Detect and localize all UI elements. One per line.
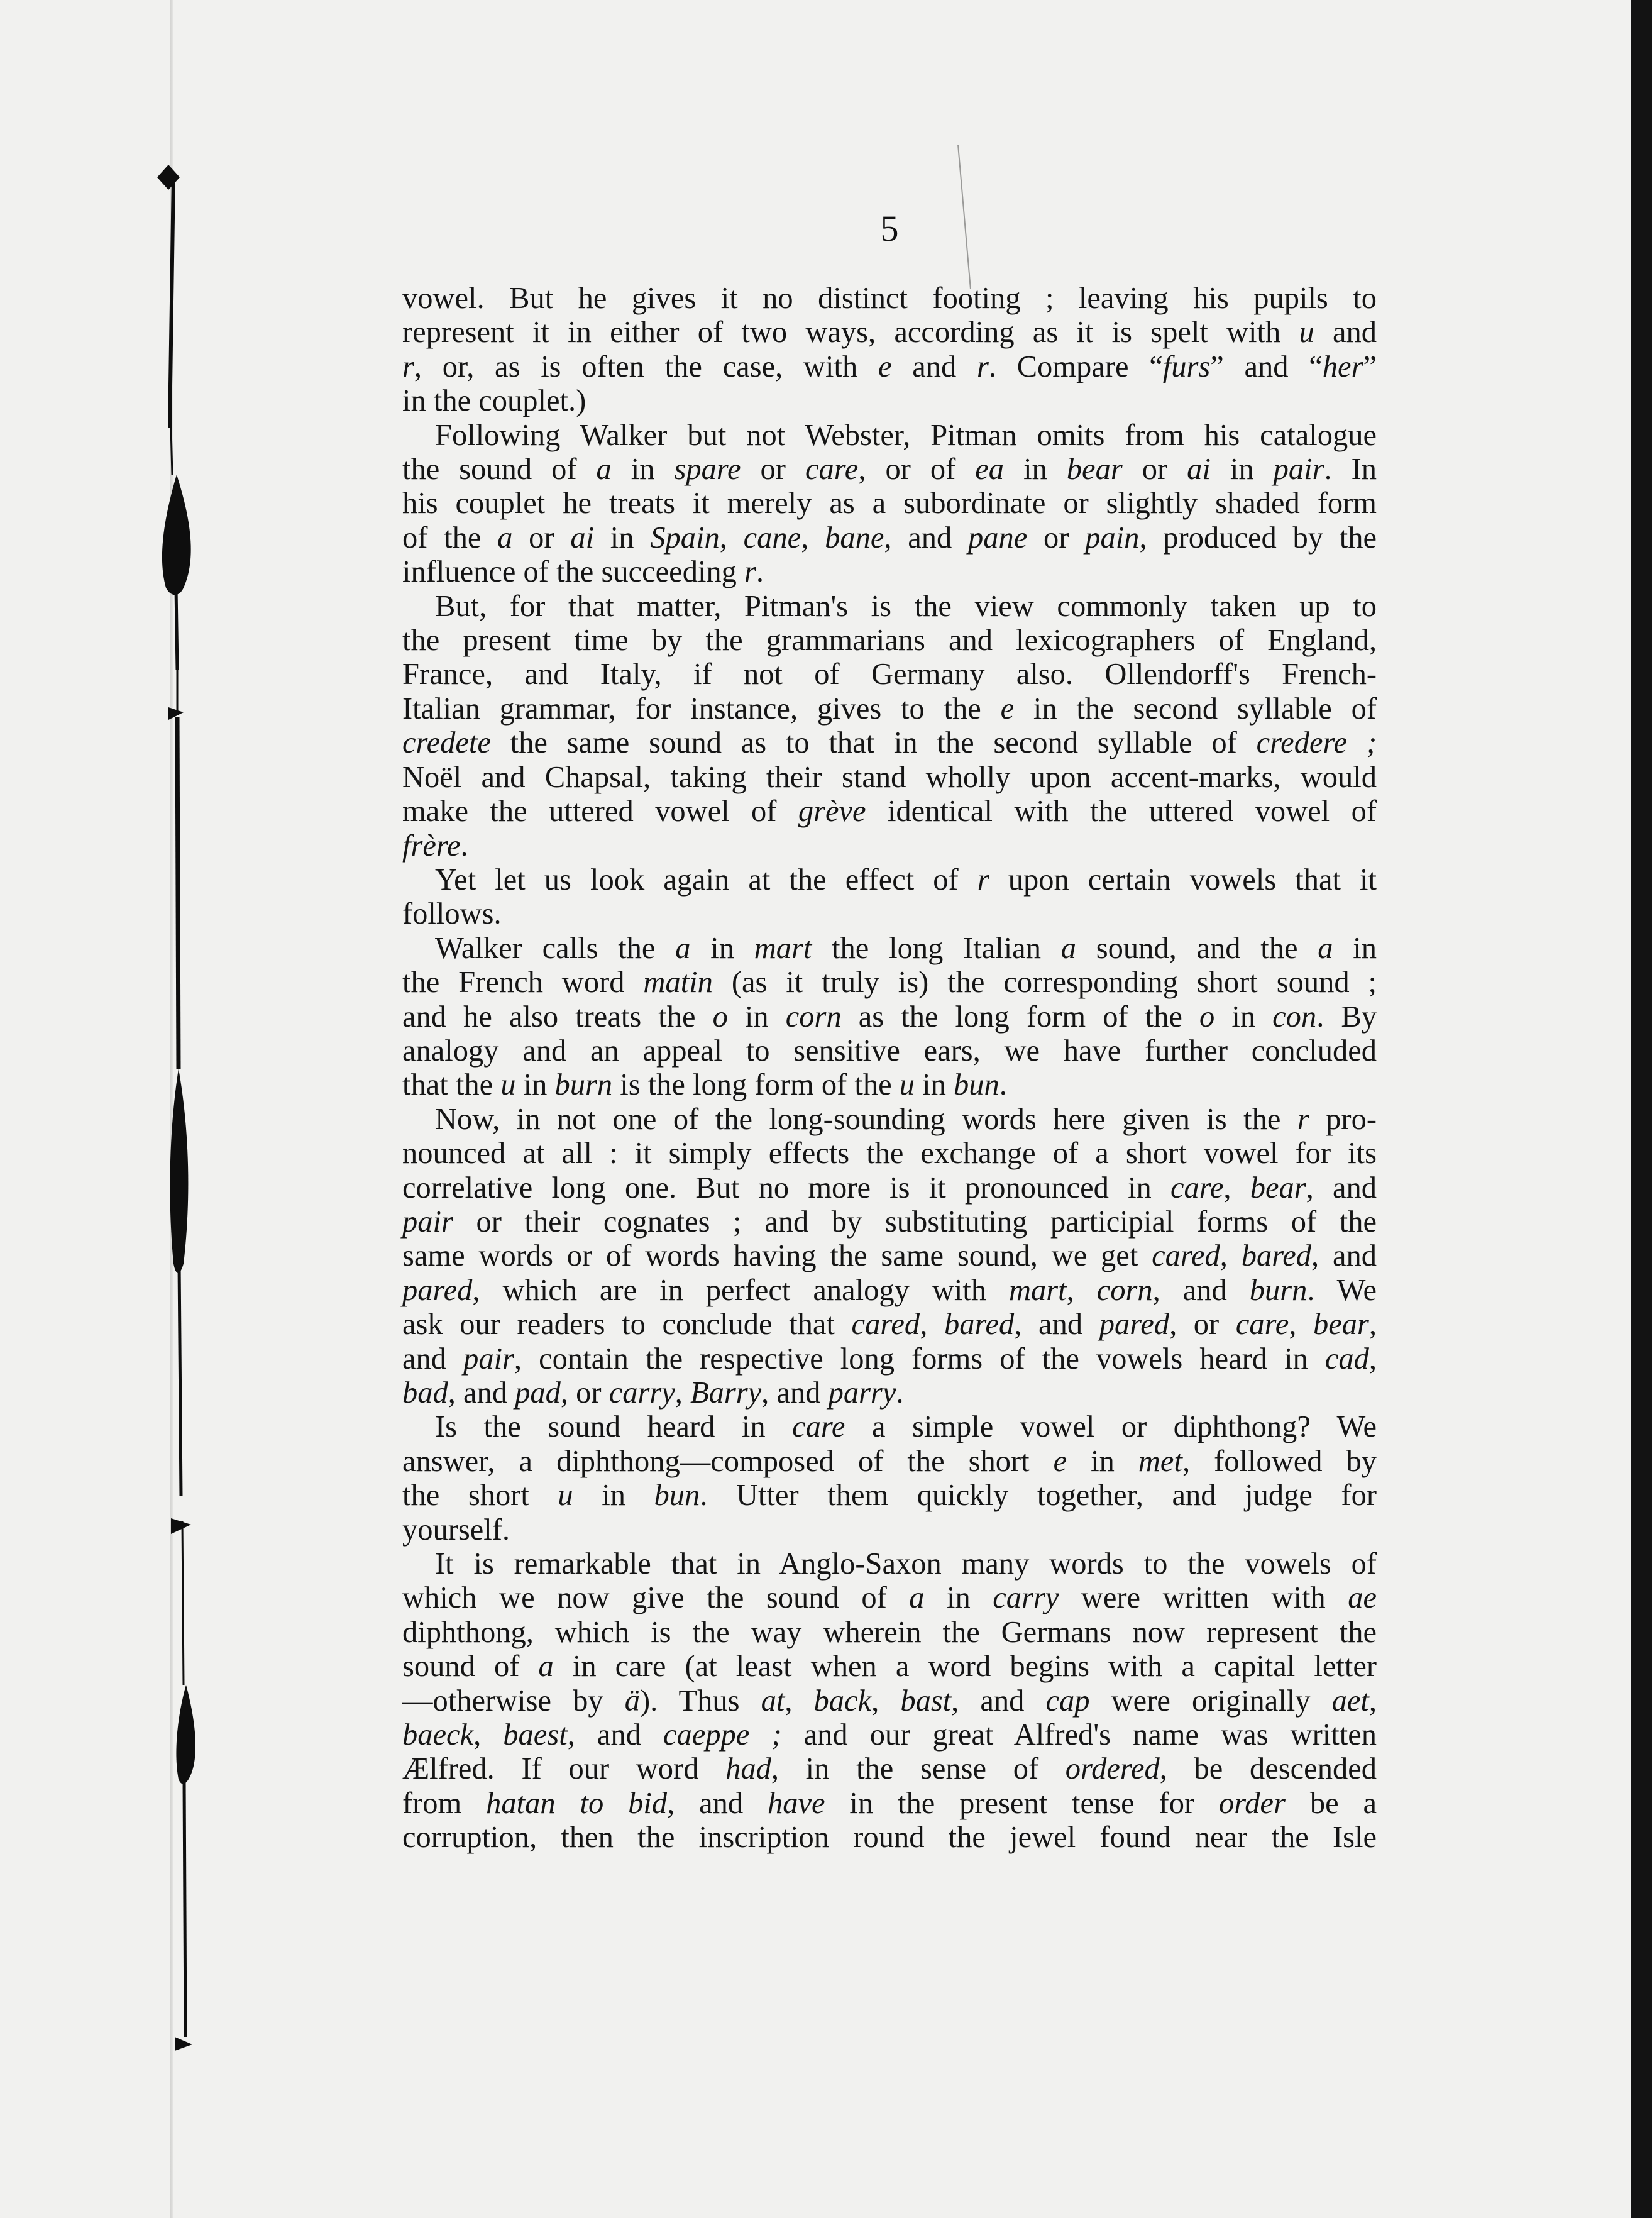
text-line: in the couplet.) [402,384,586,418]
text-line: But, for that matter, Pitman's is the view commonly taken up to [435,589,1377,623]
text-line: analogy and an appeal to sensitive ears, we have further concluded [402,1034,1377,1068]
text-line: make the uttered vowel of grève identical with the uttered vowel of [402,795,1377,829]
text-line: pared, which are in perfect analogy with mart, corn, and burn. We [402,1273,1377,1307]
page-number: 5 [880,208,899,249]
text-line: follows. [402,897,502,931]
text-line: and he also treats the o in corn as the long form of the o in con. By [402,1000,1377,1034]
text-line: yourself. [402,1513,510,1547]
text-line: Noël and Chapsal, taking their stand wholly upon accent-marks, would [402,760,1377,794]
text-line: Now, in not one of the long-sounding words here given is the r pro- [435,1102,1377,1136]
text-line: his couplet he treats it merely as a subordinate or slightly shaded form [402,487,1377,521]
text-line: from hatan to bid, and have in the present tense for order be a [402,1786,1377,1820]
text-line: answer, a diphthong—composed of the short e in met, followed by [402,1444,1377,1478]
text-line: pair or their cognates ; and by substituting participial forms of the [402,1205,1377,1239]
text-line: the short u in bun. Utter them quickly together, and judge for [402,1479,1377,1513]
text-line: that the u in burn is the long form of the u in bun. [402,1068,1007,1102]
text-line: baeck, baest, and caeppe ; and our great Alfred's name was written [402,1718,1377,1752]
text-line: nounced at all : it simply effects the exchange of a short vowel for its [402,1137,1377,1171]
text-line: influence of the succeeding r. [402,555,764,589]
text-line: which we now give the sound of a in carry were written with ae [402,1581,1377,1615]
text-line: corruption, then the inscription round the jewel found near the Isle [402,1821,1377,1855]
body-text [402,282,1377,1855]
text-line: Italian grammar, for instance, gives to the e in the second syllable of [402,692,1377,726]
text-line: of the a or ai in Spain, cane, bane, and pane or pain, produced by the [402,521,1377,554]
text-line: correlative long one. But no more is it pronounced in care, bear, and [402,1171,1377,1205]
text-line: sound of a in care (at least when a word begins with a capital letter [402,1650,1377,1684]
text-line: It is remarkable that in Anglo-Saxon many words to the vowels of [435,1547,1377,1581]
binding-stitching [0,0,377,2218]
text-line: Following Walker but not Webster, Pitman omits from his catalogue [435,418,1377,452]
text-line: r, or, as is often the case, with e and r. Compare “furs” and “her” [402,350,1377,383]
text-line: Is the sound heard in care a simple vowel or diphthong? We [435,1410,1377,1444]
text-line: represent it in either of two ways, according as it is spelt with u and [402,316,1377,350]
text-line: credete the same sound as to that in the second syllable of credere ; [402,726,1377,760]
text-line: vowel. But he gives it no distinct footing ; leaving his pupils to [402,282,1377,315]
text-line: and pair, contain the respective long forms of the vowels heard in cad, [402,1342,1377,1376]
text-line: ask our readers to conclude that cared, bared, and pared, or care, bear, [402,1308,1377,1342]
text-line: the present time by the grammarians and lexicographers of England, [402,624,1377,658]
text-line: the French word matin (as it truly is) the corresponding short sound ; [402,966,1377,1000]
text-line: diphthong, which is the way wherein the Germans now represent the [402,1615,1377,1649]
text-line: Ælfred. If our word had, in the sense of ordered, be descended [402,1752,1377,1786]
text-line: bad, and pad, or carry, Barry, and parry. [402,1376,904,1410]
text-line: frère. [402,829,468,863]
text-line: Walker calls the a in mart the long Italian a sound, and the a in [435,931,1377,965]
text-line: —otherwise by ä). Thus at, back, bast, and cap were originally aet, [402,1684,1377,1718]
paper-crease-mark [955,145,981,289]
text-line: Yet let us look again at the effect of r upon certain vowels that it [435,863,1377,897]
text-line: France, and Italy, if not of Germany also. Ollendorff's French- [402,658,1377,692]
text-line: the sound of a in spare or care, or of ea in bear or ai in pair. In [402,453,1377,487]
text-line: same words or of words having the same sound, we get cared, bared, and [402,1239,1377,1273]
